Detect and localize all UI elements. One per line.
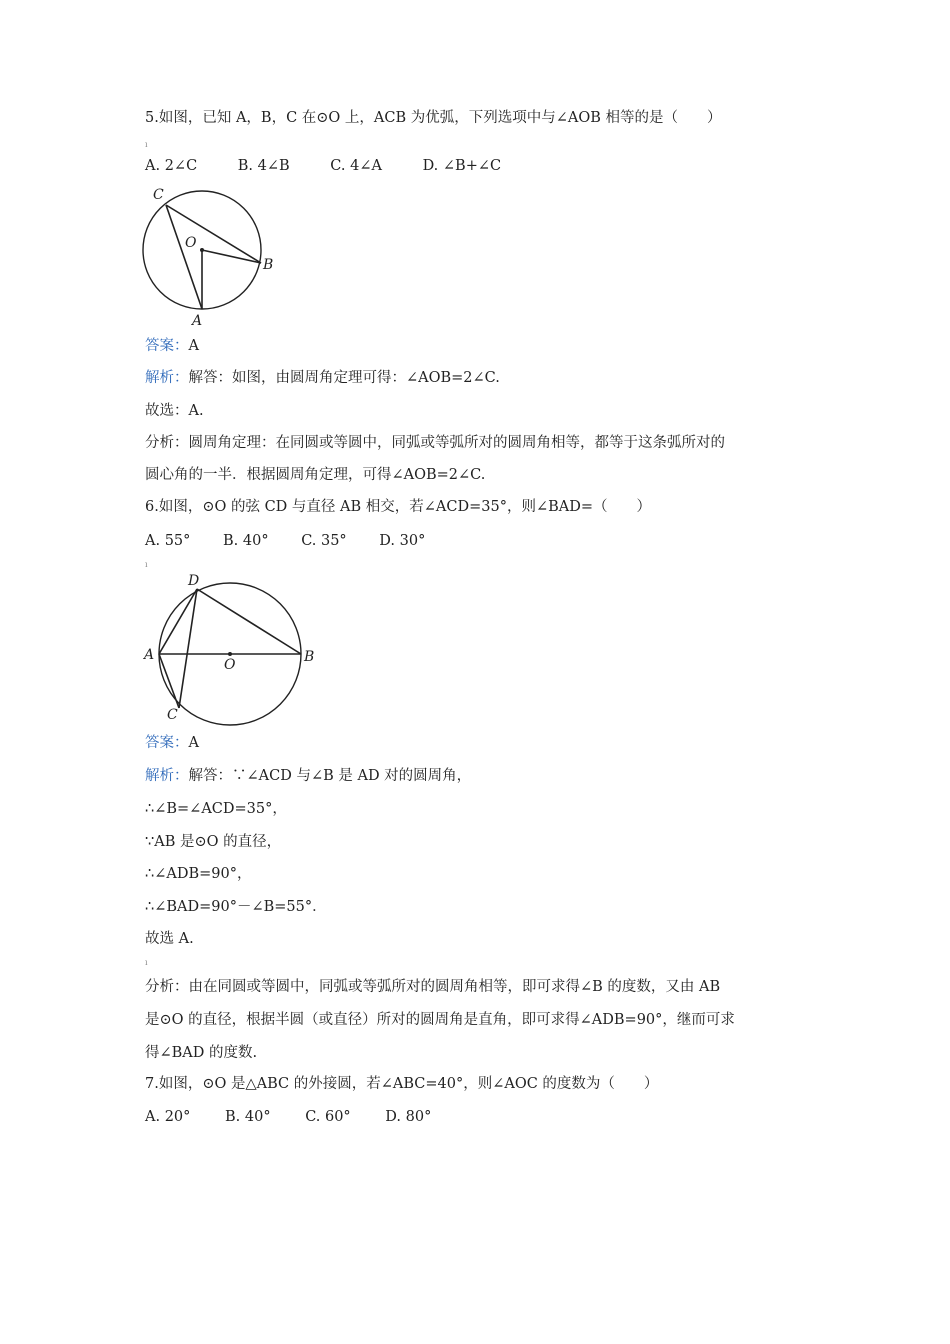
q6-chord-db — [197, 589, 301, 654]
q6-center-dot — [228, 652, 232, 656]
analysis-label: 解析： — [145, 768, 189, 784]
q6-answer — [145, 733, 199, 753]
q5-label-b: B — [263, 257, 274, 273]
q5-option-c: C. 4∠A — [330, 158, 382, 174]
q5-note-line-1: 分析：圆周角定理：在同圆或等圆中，同弧或等弧所对的圆周角相等，都等于这条弧所对的 — [145, 435, 725, 451]
q6-step-4: ∴∠ADB=90°， — [145, 866, 252, 882]
q6-options — [145, 531, 453, 551]
analysis-text: 解答：如图，由圆周角定理可得：∠AOB=2∠C. — [188, 370, 500, 386]
paragraph-mark: ı — [145, 958, 148, 967]
q5-note-line-2: 圆心角的一半．根据圆周角定理，可得∠AOB=2∠C. — [145, 467, 486, 483]
q5-analysis — [145, 368, 500, 388]
q6-label-b: B — [304, 649, 315, 665]
q6-question: 6.如图，⊙O 的弦 CD 与直径 AB 相交，若∠ACD=35°，则∠BAD=（ ） — [145, 499, 652, 515]
q6-choice: 故选 A. — [145, 931, 194, 947]
q6-option-b: B. 40° — [223, 533, 269, 549]
q5-chord-cb — [166, 205, 261, 263]
q6-step-2: ∴∠B=∠ACD=35°， — [145, 801, 287, 817]
q6-option-a: A. 55° — [145, 533, 191, 549]
q5-figure — [135, 180, 285, 330]
q6-analysis — [145, 766, 471, 786]
q5-label-o: O — [185, 235, 197, 251]
answer-value: A — [188, 735, 199, 751]
q6-option-d: D. 30° — [379, 533, 426, 549]
paragraph-mark: ı — [145, 560, 148, 569]
answer-label: 答案： — [145, 338, 189, 354]
q5-chord-ca — [166, 205, 202, 309]
q5-option-b: B. 4∠B — [237, 158, 290, 174]
q6-note-line-3: 得∠BAD 的度数. — [145, 1045, 258, 1061]
q6-chord-ac — [159, 654, 179, 708]
q5-option-a: A. 2∠C — [145, 158, 198, 174]
q6-figure — [138, 568, 323, 728]
q5-answer — [145, 336, 199, 356]
q6-step-3: ∵AB 是⊙O 的直径， — [145, 834, 282, 850]
q6-label-a: A — [144, 647, 155, 663]
q5-option-d: D. ∠B+∠C — [422, 158, 502, 174]
q5-choice: 故选：A. — [145, 403, 204, 419]
q6-step-5: ∴∠BAD=90°－∠B=55°． — [145, 899, 327, 915]
q6-option-c: C. 35° — [301, 533, 347, 549]
q6-label-d: D — [188, 573, 200, 589]
q6-label-o: O — [224, 657, 236, 673]
q7-options — [145, 1107, 461, 1127]
analysis-label: 解析： — [145, 370, 189, 386]
q6-note-line-2: 是⊙O 的直径，根据半圆（或直径）所对的圆周角是直角，即可求得∠ADB=90°，继而可求 — [145, 1012, 735, 1028]
q5-options — [145, 156, 537, 176]
q7-option-a: A. 20° — [145, 1109, 191, 1125]
q5-label-a: A — [192, 313, 203, 329]
q6-label-c: C — [167, 707, 178, 723]
q7-option-c: C. 60° — [305, 1109, 351, 1125]
q5-center-dot — [200, 248, 204, 252]
paragraph-mark: ı — [145, 140, 148, 149]
q6-note-line-1: 分析：由在同圆或等圆中，同弧或等弧所对的圆周角相等，即可求得∠B 的度数，又由 AB — [145, 979, 721, 995]
answer-value: A — [188, 338, 199, 354]
q7-question: 7.如图，⊙O 是△ABC 的外接圆，若∠ABC=40°，则∠AOC 的度数为（ ） — [145, 1076, 659, 1092]
q5-question: 5.如图，已知 A，B，C 在⊙O 上，ACB 为优弧，下列选项中与∠AOB 相等的是（ ） — [145, 110, 722, 126]
answer-label: 答案： — [145, 735, 189, 751]
analysis-step: 解答：∵∠ACD 与∠B 是 AD 对的圆周角， — [188, 768, 472, 784]
q7-option-d: D. 80° — [385, 1109, 432, 1125]
q7-option-b: B. 40° — [225, 1109, 271, 1125]
q5-label-c: C — [153, 187, 164, 203]
q5-radius-ob — [202, 250, 261, 263]
q6-chord-cd — [179, 589, 197, 708]
